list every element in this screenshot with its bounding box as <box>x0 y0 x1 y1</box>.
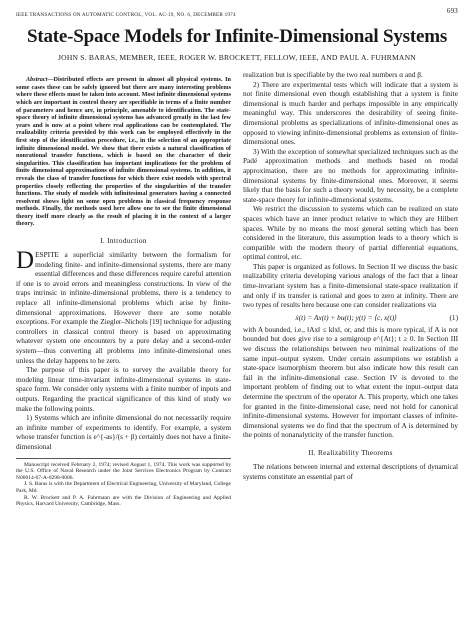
intro-paragraph-2: The purpose of this paper is to survey the available theory for modeling linear time-invariant infinite-dimensional systems in state-space form. We consider only systems with a finite number of inputs and outputs. Regarding the practical significance of this kind of study we make the following points. <box>16 365 231 413</box>
right-paragraph-2: 2) There are experimental tests which will indicate that a system is not finite dimensional even though establishing that a system is finite dimensional is much harder and perhaps impossible in any empirically meaningful way. This underscores the desirability of seeing finite-dimensional problems as specializations of infinite-dimensional ones as opposed to viewing infinite-dimensional problems as extension of finite-dimensional ones. <box>243 79 458 147</box>
intro-paragraph-3: 1) Systems which are infinite dimensional do not necessarily require an infinite number of experiments to identify. For example, a system whose transfer function is e^{-as}/(s + β) certainly does not have a finite-dimensional <box>16 413 231 451</box>
paper-title: State-Space Models for Infinite-Dimensional Systems <box>26 26 448 47</box>
right-paragraph-7: The relations between internal and external descriptions of dynamical systems constitute an essential part of <box>243 461 458 481</box>
two-column-body <box>16 70 458 508</box>
right-paragraph-3: 3) With the exception of somewhat specialized techniques such as the Padé approximation methods and methods based on modal approximation, there are no methods for approximating infinite-dimensional systems by finite-dimensional ones. Moreover, it seems likely that the basis for such a theory would, by necessity, be a complete state-space theory for infinite-dimensional systems. <box>243 146 458 204</box>
equation-1-number: (1) <box>449 312 458 322</box>
running-header <box>16 6 458 18</box>
right-column <box>243 70 458 508</box>
right-paragraph-6: with A bounded, i.e., ‖Ax‖ ≤ k‖x‖, or, and this is more typical, if A is not bounded but does give rise to a semigroup e^{At}; t ≥ 0. In Section III we discuss the relationships between two minimal realizations of the same input–output system. Under certain assumptions we establish a state-space isomorphism theorem but also indicate how this result can fail in the infinite-dimensional case. Section IV is devoted to the important problem of finding out to what extent the input–output data determine the spectrum of the operator A. This property, which one takes for granted in the finite-dimensional case, need not hold for canonical infinite-dimensional systems. However for important classes of infinite-dimensional systems we do find that the spectrum of A is determined by the points of nonanalyticity of the transfer function. <box>243 324 458 440</box>
page-number: 693 <box>446 7 458 15</box>
left-column <box>16 70 231 508</box>
abstract-text: —Distributed effects are present in almost all physical systems. In some cases these can be safely ignored but there are many interesting problems where these effects must be taken into account. Most infinite dimensional systems which are important in control theory are specifiable in terms of a finite number of parameters and hence are, in principle, amenable to identification. The state-space theory of infinite dimensional systems has advanced greatly in the last few years and is now at a point where real applications can be contemplated. The realizability criteria provided by this work can be employed effectively in the first step of the identification procedure, i.e., in the selection of an appropriate infinite dimensional model. We show that there exists a natural classification of nonrational transfer functions, which is based on the character of their singularities. This classification has important implications for the problem of finite dimensional approximations of infinite dimensional systems. In addition, it reveals the class of transfer functions for which there exist models with spectral properties closely reflecting the properties of the singularities of the transfer functions. The study of models with infinitesimal generators having a connected resolvent shows light on some open problems in classical frequency response methods. Finally, the methods used here allow one to see the finite dimensional theory itself more clearly as the result of placing it in the context of a larger theory. <box>16 76 231 228</box>
abstract <box>16 76 231 228</box>
footnote-manuscript: Manuscript received February 2, 1974; revised August 1, 1974. This work was supported by the U.S. Office of Naval Research under the Joint Services Electronics Program by Contract N00014-67-A-0298-0006. <box>16 461 231 481</box>
intro-paragraph-1: DESPITE a superficial similarity between the formalism for modeling finite- and infinite-dimensional systems, there are many essential differences and these differences require careful attention if one is to avoid errors and meaningless constructions. In view of the traps intrinsic in infinite-dimensional problems, there is a tendency to replace all infinite-dimensional problems which arise by finite-dimensional approximations. However there are some notable exceptions. For example the Ziegler–Nichols [19] technique for adjusting controllers in classical control theory is based on approximating whatever system one encounters by a pure delay and a second-order system—thus converting all problems into infinite-dimensional ones unless the delay happens to be zero. <box>16 247 231 365</box>
right-paragraph-5: This paper is organized as follows. In Section II we discuss the basic realizability criteria developing various analogs of the fact that a linear time-invariant system has a finite-dimensional state-space realization if and only if its transfer is rational and goes to zero at infinity. There are two types of results here because one can consider realizations via <box>243 261 458 310</box>
footnotes <box>16 458 231 508</box>
equation-1 <box>243 313 458 322</box>
right-paragraph-1: realization but is specifiable by the two real numbers α and β. <box>243 70 423 79</box>
right-paragraph-4: We restrict the discussion to systems which can be realized on state spaces which have an inner product relative to which they are Hilbert spaces. While by no means the most general setting which has been considered in the literature, this assumption leads to a theory which is compatible with the modern theory of partial differential equations, optimal control, etc. <box>243 204 458 262</box>
journal-line: IEEE TRANSACTIONS ON AUTOMATIC CONTROL, VOL. AC-19, NO. 6, DECEMBER 1974 <box>16 12 236 18</box>
footnote-brockett-fuhrmann: R. W. Brockett and P. A. Fuhrmann are with the Division of Engineering and Applied Physics, Harvard University, Cambridge, Mass. <box>16 494 231 508</box>
abstract-label: Abstract <box>26 76 48 84</box>
author-list: JOHN S. BARAS, MEMBER, IEEE, ROGER W. BROCKETT, FELLOW, IEEE, AND PAUL A. FUHRMANN <box>57 53 416 62</box>
footnote-baras: J. S. Baras is with the Department of Electrical Engineering, University of Maryland, College Park, Md. <box>16 481 231 494</box>
section-heading-introduction: I. Introduction <box>100 236 147 246</box>
section-heading-realizability: II. Realizability Theorems <box>308 447 393 457</box>
equation-1-body: ẋ(t) = Ax(t) + bu(t); y(t) = ⟨c, x(t)⟩ <box>295 312 398 322</box>
